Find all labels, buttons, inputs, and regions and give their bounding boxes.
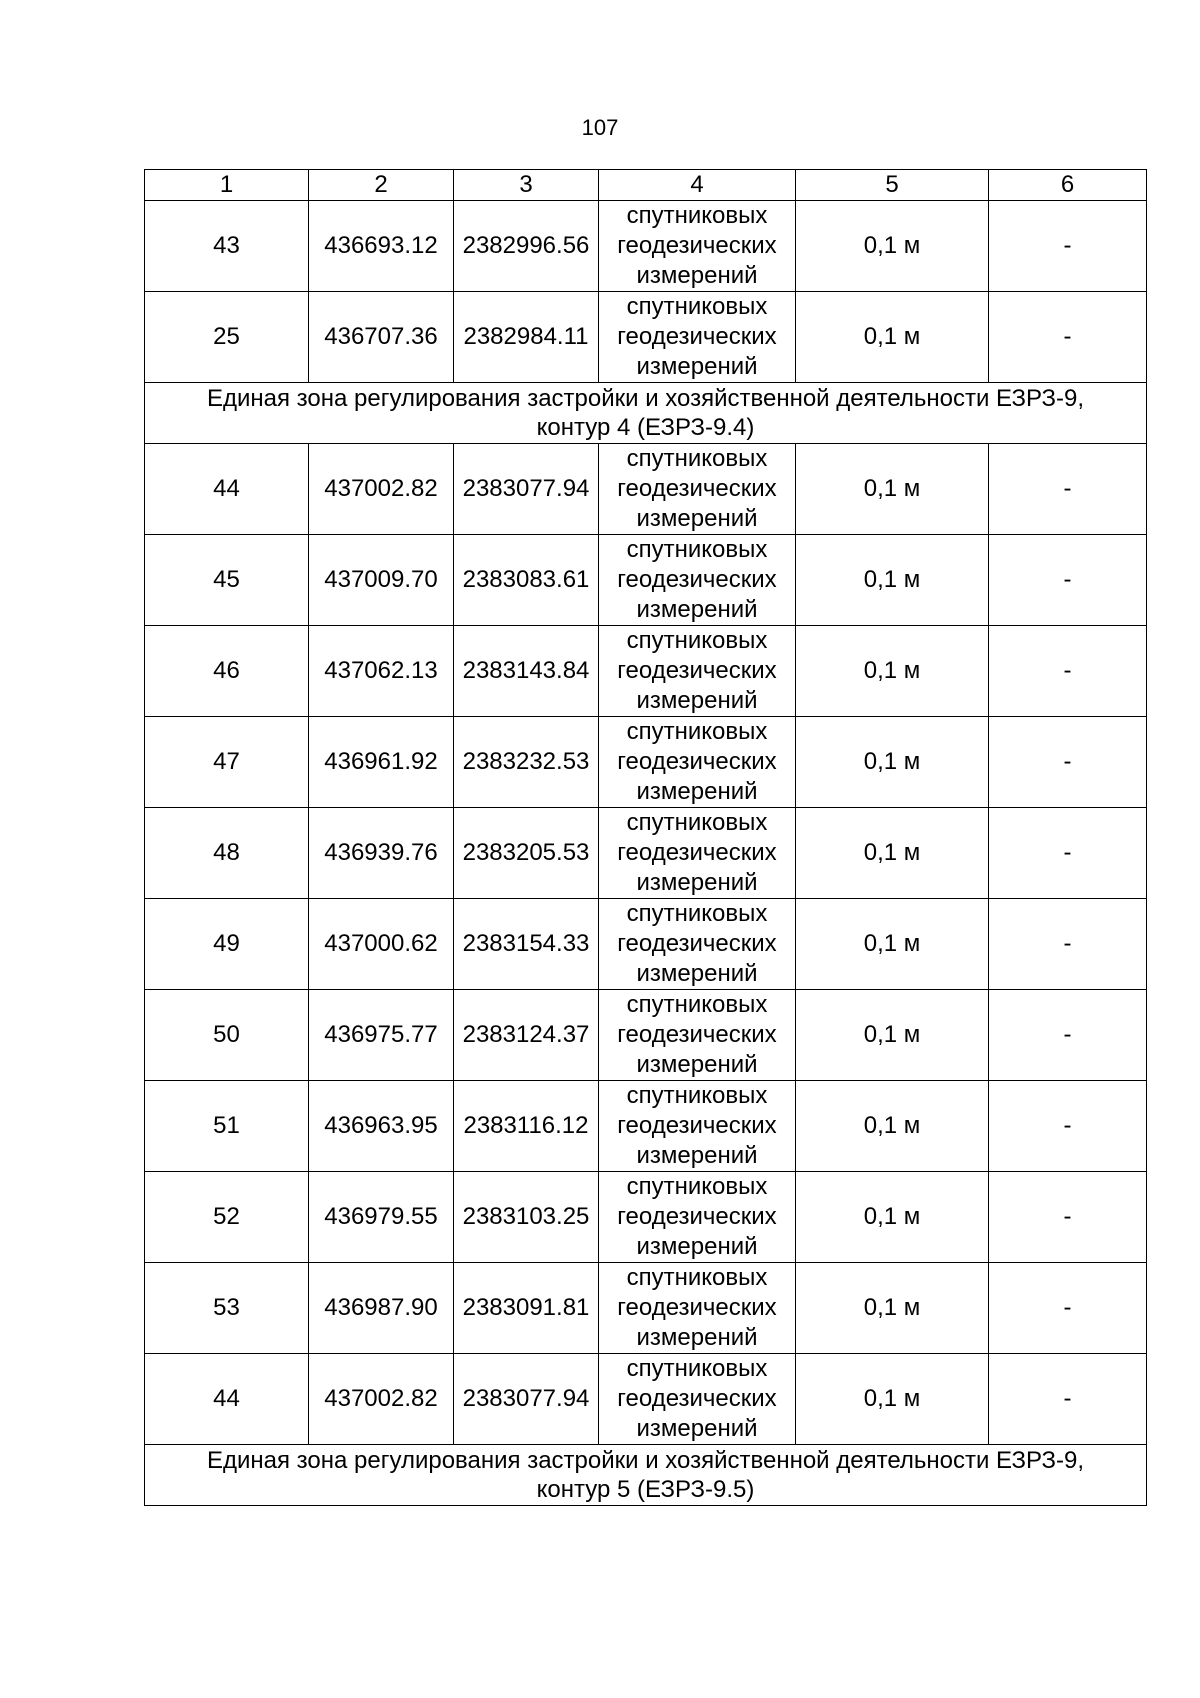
method-cell [599, 444, 796, 535]
note-cell: - [989, 1172, 1147, 1263]
method-line: измерений [636, 353, 758, 380]
section-title-line: контур 5 (ЕЗРЗ-9.5) [536, 1476, 755, 1503]
accuracy-cell: 0,1 м [796, 1354, 989, 1445]
method-line: геодезических [617, 839, 777, 866]
table-row [145, 444, 1147, 535]
coordinate-y-cell: 2383154.33 [454, 899, 599, 990]
accuracy-cell: 0,1 м [796, 899, 989, 990]
table-row [145, 201, 1147, 292]
method-line: измерений [636, 1324, 758, 1351]
method-line: измерений [636, 778, 758, 805]
section-title-row [145, 383, 1147, 444]
method-cell [599, 201, 796, 292]
note-cell: - [989, 444, 1147, 535]
coordinate-y-cell: 2383091.81 [454, 1263, 599, 1354]
section-title-line: Единая зона регулирования застройки и хозяйственной деятельности ЕЗРЗ-9, [206, 385, 1085, 412]
table-row [145, 535, 1147, 626]
method-line: спутниковых [626, 627, 768, 654]
method-line: измерений [636, 596, 758, 623]
method-line: геодезических [617, 930, 777, 957]
coordinate-x-cell: 437062.13 [309, 626, 454, 717]
header-cell-6: 6 [989, 170, 1147, 201]
coordinate-x-cell: 436961.92 [309, 717, 454, 808]
table-row [145, 717, 1147, 808]
coordinate-x-cell: 437009.70 [309, 535, 454, 626]
note-cell: - [989, 717, 1147, 808]
table-row [145, 1354, 1147, 1445]
method-line: геодезических [617, 475, 777, 502]
coordinate-x-cell: 436979.55 [309, 1172, 454, 1263]
page-number: 107 [581, 115, 619, 140]
method-cell [599, 808, 796, 899]
note-cell: - [989, 292, 1147, 383]
note-cell: - [989, 1263, 1147, 1354]
section-title [145, 383, 1147, 444]
method-line: геодезических [617, 1112, 777, 1139]
method-line: спутниковых [626, 1082, 768, 1109]
coordinate-y-cell: 2383232.53 [454, 717, 599, 808]
coordinate-x-cell: 436987.90 [309, 1263, 454, 1354]
accuracy-cell: 0,1 м [796, 444, 989, 535]
point-number-cell: 50 [145, 990, 309, 1081]
coordinates-table-body [145, 170, 1147, 1506]
method-line: спутниковых [626, 900, 768, 927]
note-cell: - [989, 1354, 1147, 1445]
table-row [145, 292, 1147, 383]
method-line: спутниковых [626, 445, 768, 472]
coordinate-y-cell: 2383077.94 [454, 1354, 599, 1445]
method-line: спутниковых [626, 1173, 768, 1200]
note-cell: - [989, 626, 1147, 717]
coordinate-y-cell: 2383116.12 [454, 1081, 599, 1172]
method-line: измерений [636, 505, 758, 532]
coordinate-y-cell: 2383077.94 [454, 444, 599, 535]
point-number-cell: 48 [145, 808, 309, 899]
accuracy-cell: 0,1 м [796, 626, 989, 717]
note-cell: - [989, 899, 1147, 990]
section-title-row [145, 1445, 1147, 1506]
point-number-cell: 53 [145, 1263, 309, 1354]
note-cell: - [989, 1081, 1147, 1172]
table-row [145, 1172, 1147, 1263]
accuracy-cell: 0,1 м [796, 1081, 989, 1172]
method-line: спутниковых [626, 809, 768, 836]
header-cell-1: 1 [145, 170, 309, 201]
accuracy-cell: 0,1 м [796, 808, 989, 899]
table-row [145, 1263, 1147, 1354]
coordinate-x-cell: 437002.82 [309, 444, 454, 535]
method-line: геодезических [617, 657, 777, 684]
method-line: спутниковых [626, 991, 768, 1018]
method-cell [599, 292, 796, 383]
method-cell [599, 626, 796, 717]
accuracy-cell: 0,1 м [796, 1172, 989, 1263]
point-number-cell: 49 [145, 899, 309, 990]
coordinate-x-cell: 436963.95 [309, 1081, 454, 1172]
header-cell-5: 5 [796, 170, 989, 201]
table-row [145, 808, 1147, 899]
method-line: геодезических [617, 1203, 777, 1230]
note-cell: - [989, 201, 1147, 292]
coordinate-y-cell: 2383103.25 [454, 1172, 599, 1263]
method-cell [599, 717, 796, 808]
point-number-cell: 44 [145, 1354, 309, 1445]
method-line: измерений [636, 687, 758, 714]
method-cell [599, 1354, 796, 1445]
coordinate-x-cell: 437002.82 [309, 1354, 454, 1445]
method-line: геодезических [617, 1021, 777, 1048]
method-line: измерений [636, 1415, 758, 1442]
accuracy-cell: 0,1 м [796, 201, 989, 292]
method-line: измерений [636, 1051, 758, 1078]
point-number-cell: 46 [145, 626, 309, 717]
header-cell-3: 3 [454, 170, 599, 201]
method-line: спутниковых [626, 1355, 768, 1382]
method-line: спутниковых [626, 202, 768, 229]
coordinate-y-cell: 2383205.53 [454, 808, 599, 899]
header-row [145, 170, 1147, 201]
method-line: измерений [636, 262, 758, 289]
coordinate-x-cell: 436693.12 [309, 201, 454, 292]
table-row [145, 990, 1147, 1081]
coordinate-y-cell: 2383143.84 [454, 626, 599, 717]
point-number-cell: 51 [145, 1081, 309, 1172]
method-cell [599, 535, 796, 626]
accuracy-cell: 0,1 м [796, 1263, 989, 1354]
note-cell: - [989, 990, 1147, 1081]
method-line: измерений [636, 1142, 758, 1169]
method-cell [599, 1172, 796, 1263]
method-line: геодезических [617, 232, 777, 259]
note-cell: - [989, 535, 1147, 626]
table-row [145, 626, 1147, 717]
point-number-cell: 45 [145, 535, 309, 626]
header-cell-2: 2 [309, 170, 454, 201]
method-line: спутниковых [626, 718, 768, 745]
coordinate-x-cell: 436939.76 [309, 808, 454, 899]
method-line: спутниковых [626, 536, 768, 563]
method-line: спутниковых [626, 293, 768, 320]
method-line: геодезических [617, 1294, 777, 1321]
point-number-cell: 43 [145, 201, 309, 292]
coordinate-x-cell: 436707.36 [309, 292, 454, 383]
method-line: спутниковых [626, 1264, 768, 1291]
table-row [145, 1081, 1147, 1172]
accuracy-cell: 0,1 м [796, 990, 989, 1081]
accuracy-cell: 0,1 м [796, 535, 989, 626]
section-title [145, 1445, 1147, 1506]
section-title-line: контур 4 (ЕЗРЗ-9.4) [536, 414, 755, 441]
method-line: измерений [636, 960, 758, 987]
method-cell [599, 1263, 796, 1354]
point-number-cell: 25 [145, 292, 309, 383]
coordinate-y-cell: 2382984.11 [454, 292, 599, 383]
point-number-cell: 52 [145, 1172, 309, 1263]
coordinate-x-cell: 436975.77 [309, 990, 454, 1081]
method-line: измерений [636, 1233, 758, 1260]
method-line: геодезических [617, 566, 777, 593]
point-number-cell: 47 [145, 717, 309, 808]
coordinate-y-cell: 2383083.61 [454, 535, 599, 626]
coordinate-y-cell: 2382996.56 [454, 201, 599, 292]
coordinate-y-cell: 2383124.37 [454, 990, 599, 1081]
method-line: геодезических [617, 1385, 777, 1412]
point-number-cell: 44 [145, 444, 309, 535]
method-cell [599, 990, 796, 1081]
coordinates-table [144, 169, 1147, 1506]
coordinate-x-cell: 437000.62 [309, 899, 454, 990]
section-title-line: Единая зона регулирования застройки и хозяйственной деятельности ЕЗРЗ-9, [206, 1447, 1085, 1474]
method-line: геодезических [617, 748, 777, 775]
method-line: измерений [636, 869, 758, 896]
method-cell [599, 899, 796, 990]
header-cell-4: 4 [599, 170, 796, 201]
method-cell [599, 1081, 796, 1172]
table-row [145, 899, 1147, 990]
accuracy-cell: 0,1 м [796, 717, 989, 808]
method-line: геодезических [617, 323, 777, 350]
accuracy-cell: 0,1 м [796, 292, 989, 383]
note-cell: - [989, 808, 1147, 899]
